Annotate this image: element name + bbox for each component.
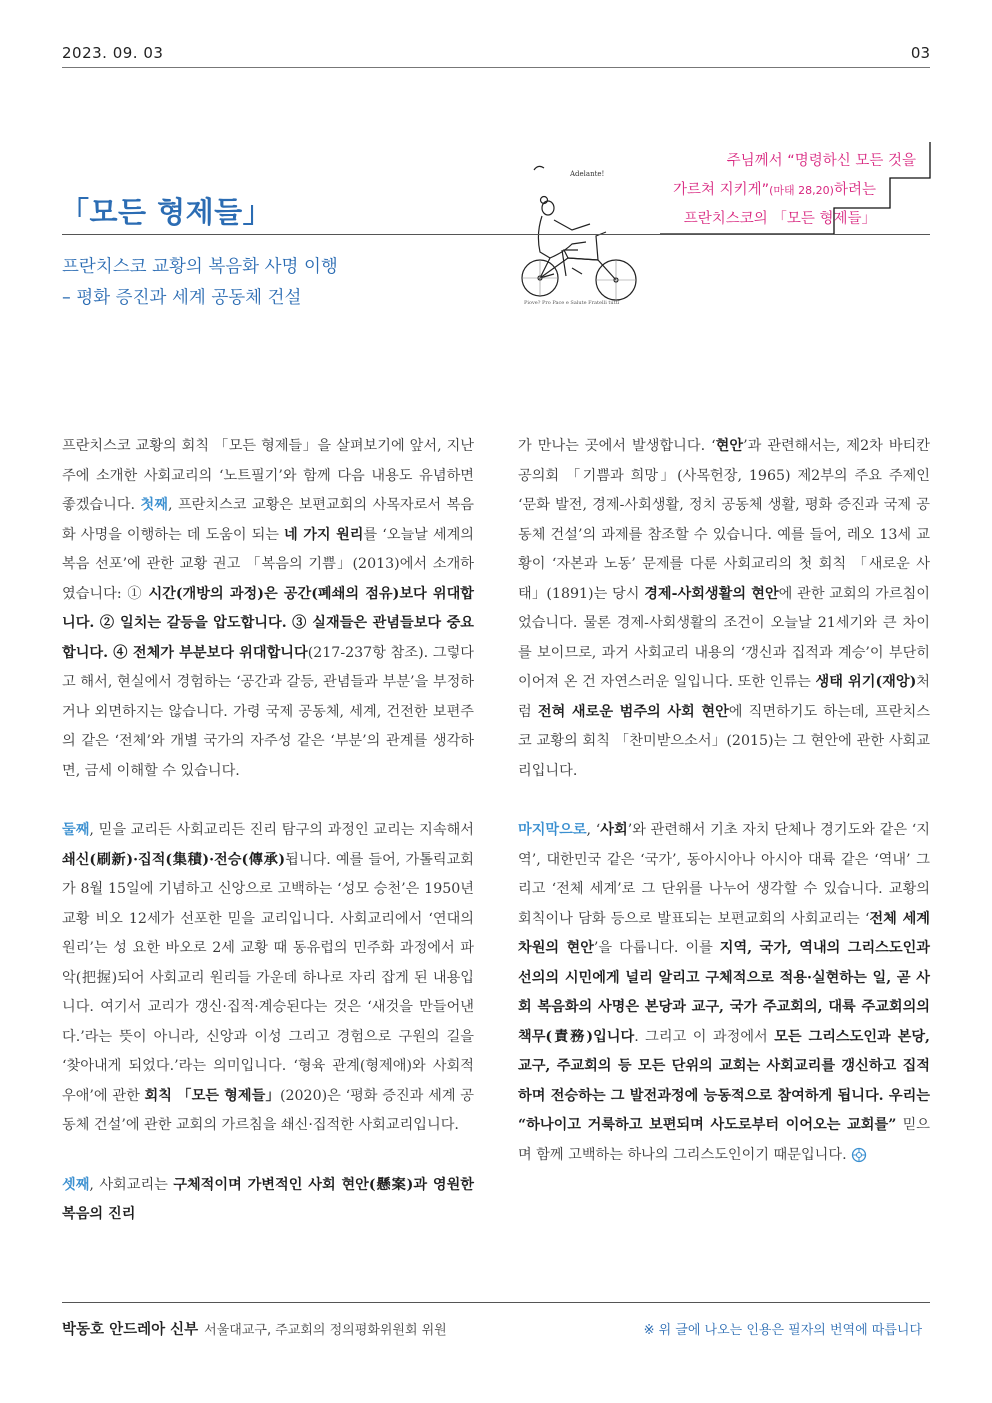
author-name-text: 박동호 안드레아 신부 xyxy=(62,1322,199,1338)
emphasis-text: 사회 xyxy=(600,822,628,838)
quote-line-2 xyxy=(673,178,876,199)
emphasis-text: 전혀 새로운 범주의 사회 현안 xyxy=(537,703,729,720)
emphasis-text: 모든 그리스도인과 본당, 교구, 주교회의 등 모든 단위의 교회는 사회교리를 갱신하고 집적하며 전승하는 그 발전과정에 능동적으로 참여하게 됩니다. 우리는 “하나이고 거룩하고 보편되며 사도로부터 이어오는 교회를” xyxy=(518,1028,930,1133)
author-name xyxy=(62,1318,447,1339)
paragraph-4 xyxy=(518,816,930,1170)
emphasis-text: 회칙 「모든 형제들」 xyxy=(144,1087,280,1104)
quote-reference: (마태 28,20) xyxy=(769,184,834,197)
author-role: 서울대교구, 주교회의 정의평화위원회 위원 xyxy=(204,1323,447,1338)
end-ornament-icon xyxy=(851,1147,867,1163)
footer-divider xyxy=(62,1302,930,1303)
section-marker: 첫째 xyxy=(140,497,168,513)
body-text: , 사회교리는 xyxy=(89,1176,174,1193)
body-text: (2020)은 ‘평화 증진과 세계 공동체 건설’에 관한 교회의 가르침을 쇄신·집적한 사회교리입니다. xyxy=(62,1087,474,1133)
body-text: ’을 다룹니다. 이를 xyxy=(593,940,720,956)
quote-line-2-main: 가르쳐 지키게” xyxy=(672,182,770,198)
body-text: ’와 관련해서 기초 자치 단체나 경기도와 같은 ‘지역’, 대한민국 같은 ‘국가’, 동아시아나 아시아 대륙 같은 ‘역내’ 그리고 ‘전체 세계’로 그 단위를 나누어 생각할 수 있습니다. 교황의 회칙이나 담화 등으로 발표되는 보편교회의 사회교리는 ‘ xyxy=(518,822,931,927)
title-divider xyxy=(62,234,930,235)
emphasis-text: 구체적이며 가변적인 사회 현안(懸案)과 영원한 복음의 진리 xyxy=(62,1176,474,1222)
body-text: 가 만나는 곳에서 발생합니다. ‘ xyxy=(518,438,716,454)
body-text: . 그리고 이 과정에서 xyxy=(634,1028,775,1045)
body-text: , 믿을 교리든 사회교리든 진리 탐구의 과정인 교리는 지속해서 xyxy=(89,822,474,838)
page-number: 03 xyxy=(910,44,930,62)
emphasis-text: 쇄신(刷新)·집적(集積)·전승(傳承) xyxy=(62,851,286,868)
section-marker: 셋째 xyxy=(62,1176,90,1193)
paragraph-3-start xyxy=(62,1171,474,1230)
paragraph-2 xyxy=(62,816,474,1141)
illustration-caption-top: Adelante! xyxy=(570,170,605,178)
issue-date: 2023. 09. 03 xyxy=(62,44,164,62)
body-text: 됩니다. 예를 들어, 가톨릭교회가 8월 15일에 기념하고 신앙으로 고백하는 ‘성모 승천’은 1950년 교황 비오 12세가 선포한 믿을 교리입니다. 사회교리에서 ‘연대의 원리’는 성 요한 바오로 2세 교황 때 동유럽의 민주화 과정에서 파악(把握)되어 사회교리 원리들 가운데 하나로 자리 잡게 된 내용입니다. 여기서 교리가 갱신·집적·계승된다는 것은 ‘새것을 만들어낸다.’라는 뜻이 아니라, 신앙과 이성 그리고 경험으로 구원의 길을 ‘찾아내게 되었다.’라는 의미입니다. ‘형육 관계(형제애)와 사회적 우애’에 관한 xyxy=(62,851,475,1104)
pope-bicycle-illustration xyxy=(512,160,652,310)
subtitle-line-2: – 평화 증진과 세계 공동체 건설 xyxy=(62,288,302,308)
emphasis-text: 경제-사회생활의 현안 xyxy=(644,585,779,602)
header-divider xyxy=(62,67,930,68)
body-text: (217-237항 참조). 그렇다고 해서, 현실에서 경험하는 ‘공간과 갈등, 관념들과 부분’을 부정하거나 외면하지는 않습니다. 가령 국제 공동체, 세계, 건전한 보편주의 같은 ‘전체’와 개별 국가의 자주성 같은 ‘부분’의 관계를 생각하면, 금세 이해할 수 있습니다. xyxy=(62,644,474,779)
paragraph-1 xyxy=(62,432,474,786)
body-column-left xyxy=(62,432,474,1260)
body-text: , ‘ xyxy=(586,822,601,838)
body-text: 에 관한 교회의 가르침이었습니다. 물론 경제-사회생활의 조건이 오늘날 21세기와 큰 차이를 보이므로, 과거 사회교리 내용의 ‘갱신과 집적과 계승’이 부단히 이어져 온 건 자연스러운 일입니다. 또한 인류는 xyxy=(518,585,930,690)
section-marker: 마지막으로 xyxy=(518,822,587,838)
emphasis-text: 현안 xyxy=(715,438,744,454)
subtitle-line-1: 프란치스코 교황의 복음화 사명 이행 xyxy=(62,257,338,277)
body-text: 믿으며 함께 고백하는 하나의 그리스도인이기 때문입니다. xyxy=(518,1117,930,1163)
emphasis-text: 생태 위기(재앙) xyxy=(815,674,917,690)
emphasis-text: 네 가지 원리 xyxy=(284,526,364,543)
quote-line-1: 주님께서 “명령하신 모든 것을 xyxy=(726,153,916,169)
body-text: , 프란치스코 교황은 보편교회의 사목자로서 복음화 사명을 이행하는 데 도움이 되는 xyxy=(62,497,474,543)
quote-line-2-tail: 하려는 xyxy=(833,182,876,198)
body-text: 프란치스코 교황의 회칙 「모든 형제들」을 살펴보기에 앞서, 지난주에 소개한 사회교리의 ‘노트필기’와 함께 다음 내용도 유념하면 좋겠습니다. xyxy=(62,438,474,513)
body-text: 처럼 xyxy=(518,674,930,720)
body-text: 를 ‘오늘날 세계의 복음 선포’에 관한 교황 권고 「복음의 기쁨」(2013)에서 소개하였습니다: ① xyxy=(62,526,475,602)
body-column-right xyxy=(518,432,930,1200)
emphasis-text: 지역, 국가, 역내의 그리스도인과 선의의 시민에게 널리 알리고 구체적으로 적용·실현하는 일, 곧 사회 복음화의 사명은 본당과 교구, 국가 주교회의, 대륙 주교회의의 책무(責務)입니다 xyxy=(518,940,930,1045)
section-marker: 둘째 xyxy=(62,822,90,838)
quote-line-3: 프란치스코의 「모든 형제들」 xyxy=(683,211,876,227)
paragraph-3-end xyxy=(518,432,930,786)
article-title: 「모든 형제들」 xyxy=(60,195,273,229)
body-text: ’과 관련해서는, 제2차 바티칸 공의회 「기쁨과 희망」(사목헌장, 1965) 제2부의 주요 주제인 ‘문화 발전, 경제-사회생활, 정치 공동체 생활, 평화 증진과 국제 공동체 건설’의 과제를 참조할 수 있습니다. 예를 들어, 레오 13세 교황이 ‘자본과 노동’ 문제를 다룬 사회교리의 첫 회칙 「새로운 사태」(1891)는 당시 xyxy=(518,438,930,602)
emphasis-text: 시간(개방의 과정)은 공간(폐쇄의 점유)보다 위대합니다. ② 일치는 갈등을 압도합니다. ③ 실재들은 관념들보다 중요합니다. ④ 전체가 부분보다 위대합니다 xyxy=(62,585,474,661)
translation-note: ※ 위 글에 나오는 인용은 필자의 번역에 따릅니다 xyxy=(643,1323,922,1338)
illustration-caption-bottom: Piove? Pro Pace e Salute Fratelli tutti xyxy=(524,300,620,306)
body-text: 에 직면하기도 하는데, 프란치스코 교황의 회칙 「찬미받으소서」(2015)는 그 현안에 관한 사회교리입니다. xyxy=(518,703,930,779)
emphasis-text: 전체 세계 차원의 현안 xyxy=(518,910,930,956)
